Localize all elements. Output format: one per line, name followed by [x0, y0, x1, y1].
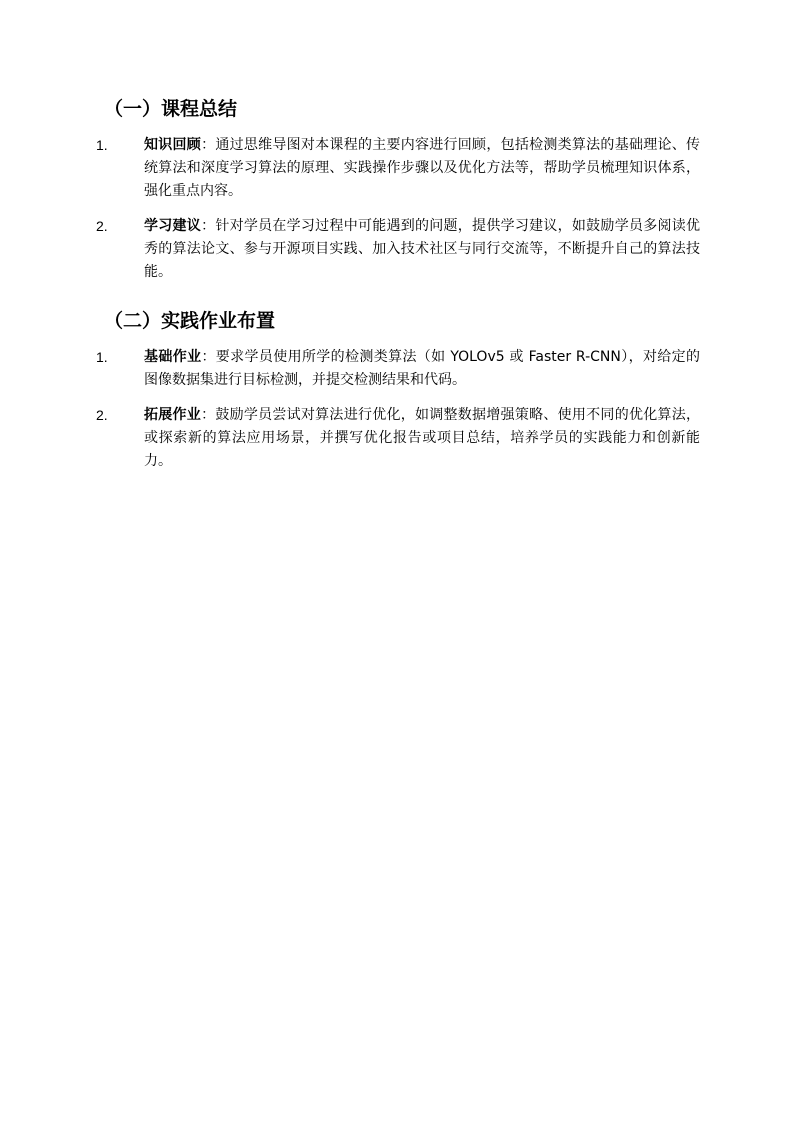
list-text: ：鼓励学员尝试对算法进行优化，如调整数据增强策略、使用不同的优化算法，或探索新的算法应用场景，并撰写优化报告或项目总结，培养学员的实践能力和创新能力。	[144, 407, 701, 469]
list-number: 2.	[96, 407, 108, 423]
list-text: ：通过思维导图对本课程的主要内容进行回顾，包括检测类算法的基础理论、传统算法和深度学习算法的原理、实践操作步骤以及优化方法等，帮助学员梳理知识体系，强化重点内容。	[144, 137, 701, 199]
list-term: 学习建议	[144, 218, 202, 234]
section-heading: （二）实践作业布置	[104, 310, 276, 332]
list-term: 知识回顾	[144, 137, 202, 153]
section-practice-assignment	[96, 306, 700, 485]
list-text: ：针对学员在学习过程中可能遇到的问题，提供学习建议，如鼓励学员多阅读优秀的算法论文、参与开源项目实践、加入技术社区与同行交流等，不断提升自己的算法技能。	[144, 218, 701, 280]
section-heading: （一）课程总结	[104, 98, 238, 120]
list-number: 1.	[96, 349, 108, 365]
list-number: 1.	[96, 137, 108, 153]
list-text: ：要求学员使用所学的检测类算法（如 YOLOv5 或 Faster R-CNN），对给定的图像数据集进行目标检测，并提交检测结果和代码。	[144, 349, 700, 388]
list-number: 2.	[96, 218, 108, 234]
list-item	[96, 346, 700, 392]
list-term: 拓展作业	[144, 407, 202, 423]
list-item	[96, 215, 700, 284]
list-item	[96, 134, 700, 203]
list-term: 基础作业	[144, 349, 202, 365]
section-course-summary	[96, 94, 700, 296]
list-item	[96, 404, 700, 473]
